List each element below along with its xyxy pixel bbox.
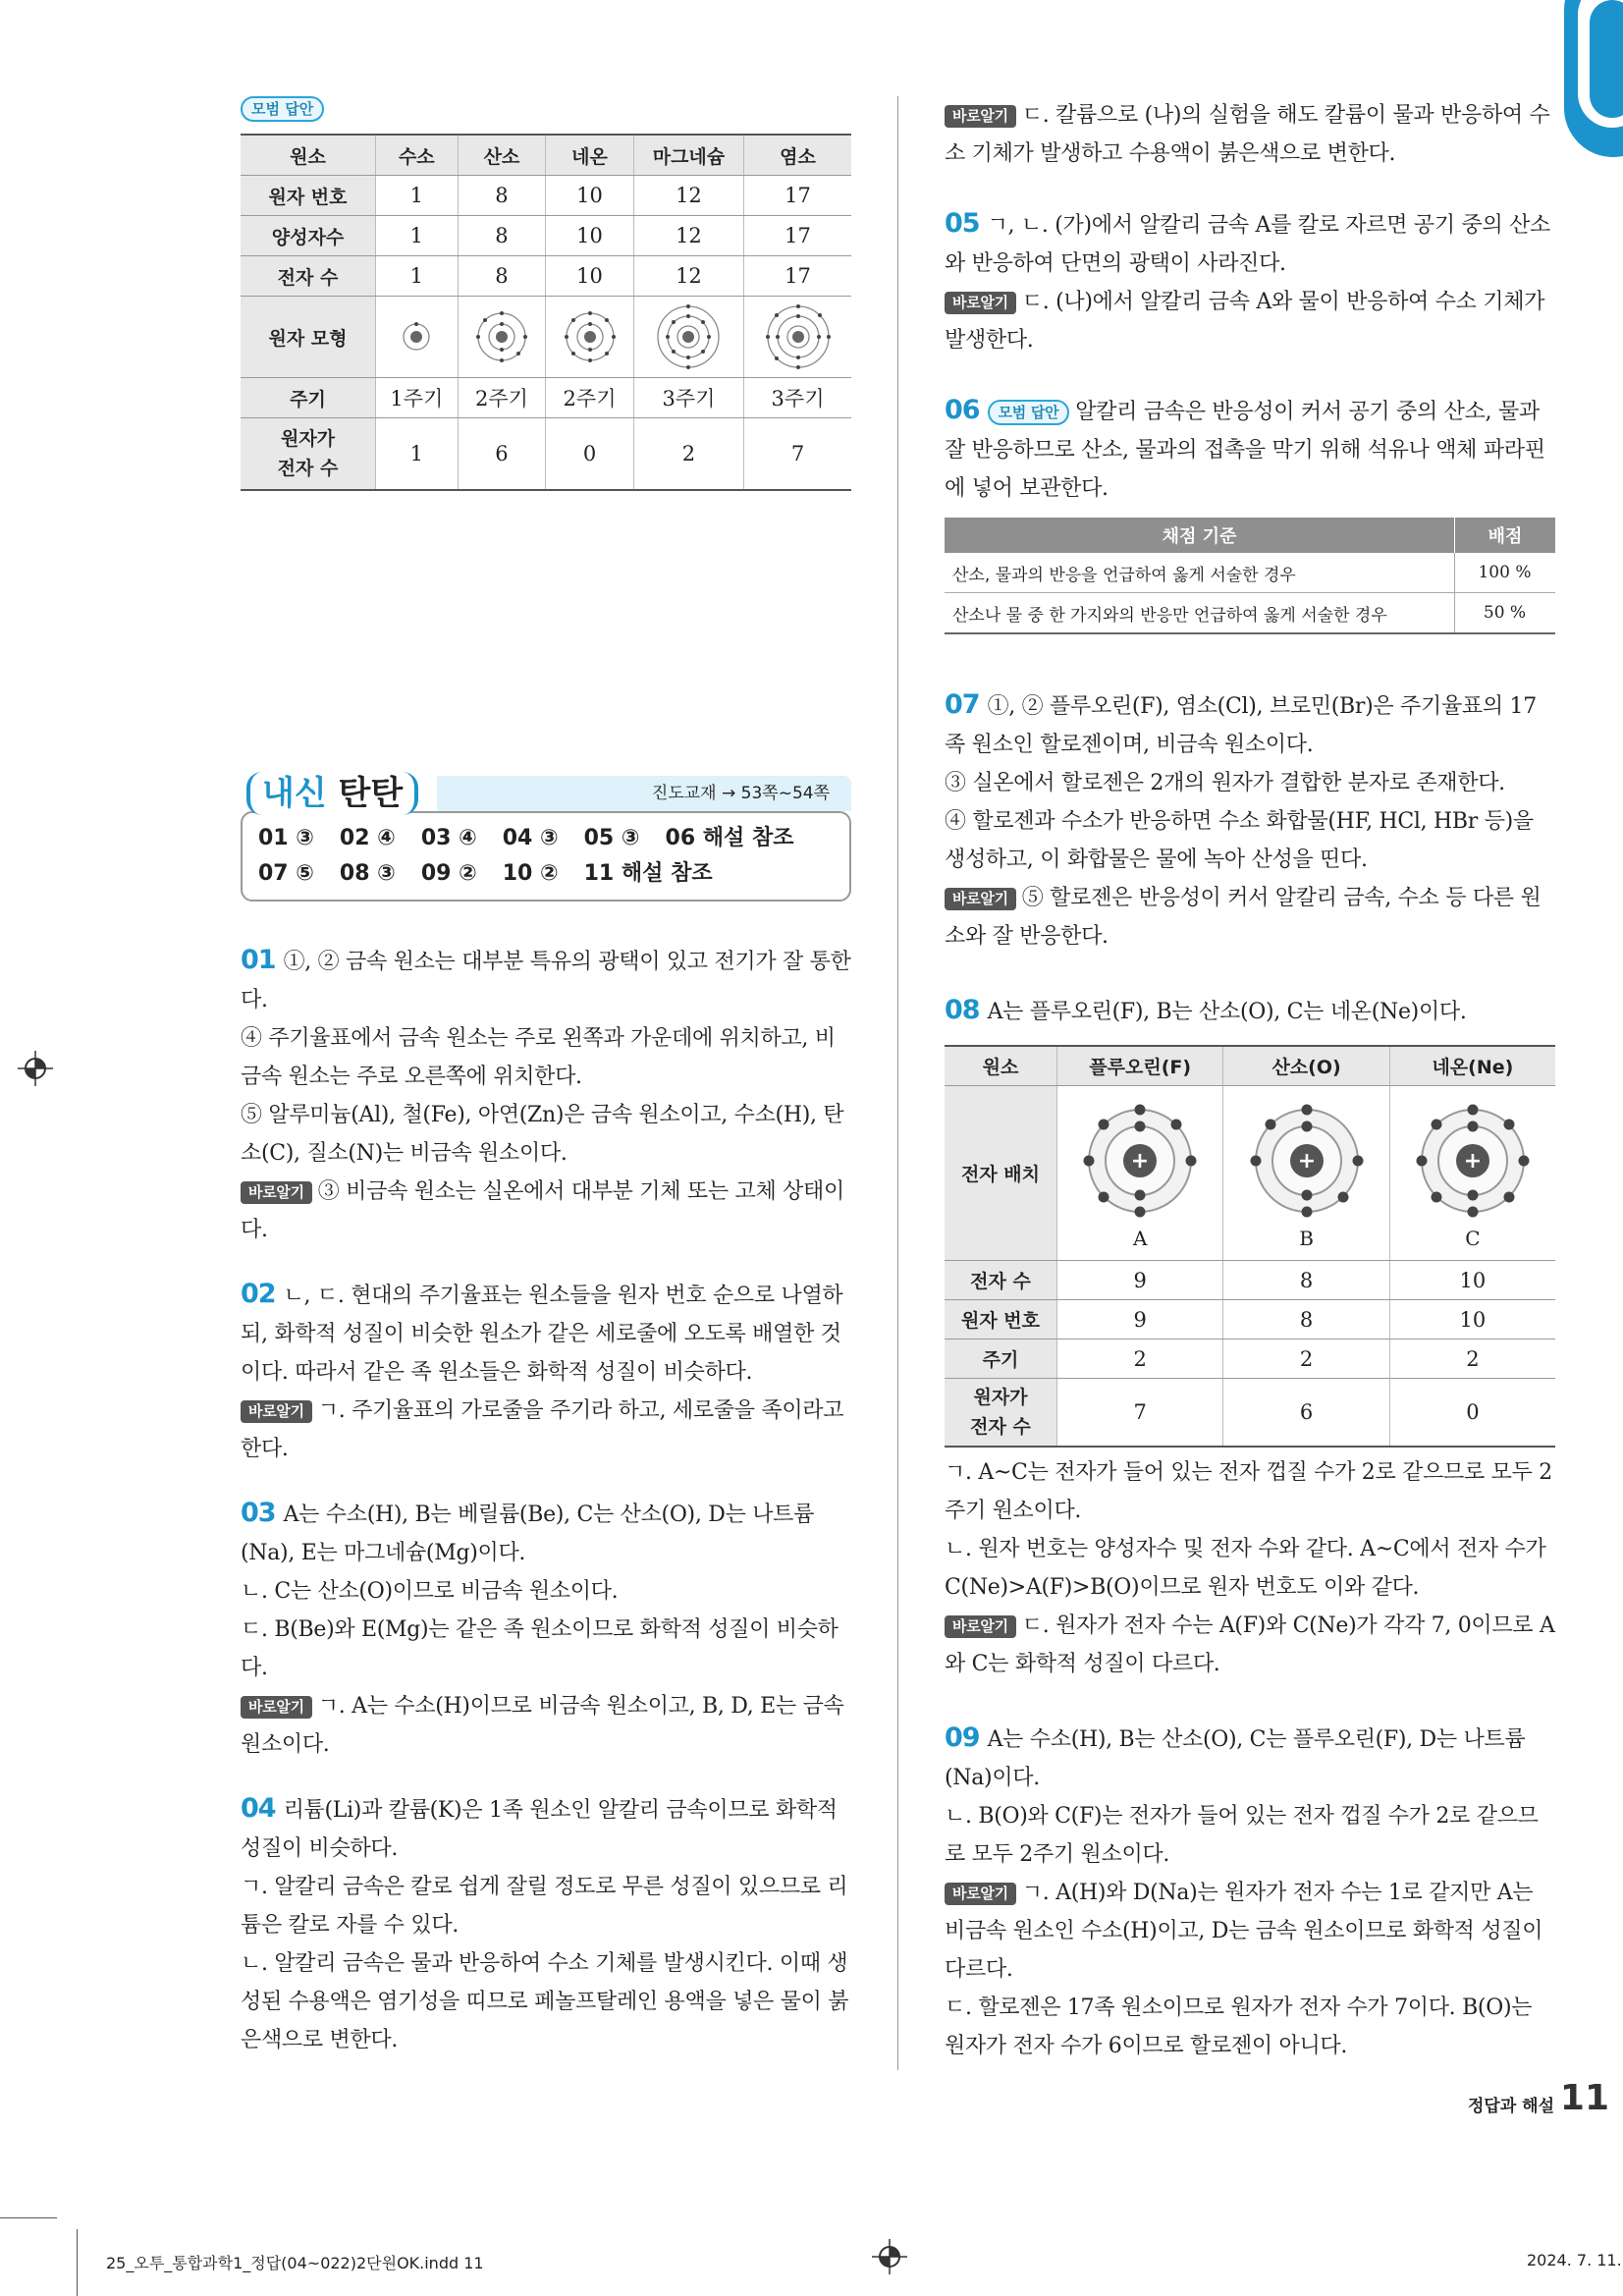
table-cell: 9	[1057, 1300, 1223, 1339]
scoring-criterion: 산소, 물과의 반응을 언급하여 옳게 서술한 경우	[945, 553, 1455, 593]
table-row	[241, 176, 851, 216]
table-cell: 12	[633, 256, 743, 297]
row-label-line: 전자 수	[970, 1416, 1031, 1438]
table-cell: 2	[1223, 1339, 1389, 1379]
table-cell: 8	[458, 176, 546, 216]
table-cell: 1	[376, 176, 459, 216]
table-cell: 2	[633, 418, 743, 491]
table-cell: 12	[633, 176, 743, 216]
correction-line	[945, 283, 1555, 359]
explanation-line: ③ 실온에서 할로젠은 2개의 원자가 결합한 분자로 존재한다.	[945, 771, 1505, 795]
table-cell: 1	[376, 216, 459, 256]
question-07	[945, 685, 1555, 956]
answer-item: 02 ④	[339, 826, 396, 850]
model-answer-tag: 모범 답안	[988, 400, 1070, 425]
atom-diagram-c	[1409, 1097, 1537, 1225]
answer-item: 05 ③	[583, 826, 640, 850]
column-divider	[897, 96, 898, 2070]
explanation-text: ㄱ, ㄴ. (가)에서 알칼리 금속 A를 칼로 자르면 공기 중의 산소와 반응하여 단면의 광택이 사라진다.	[945, 213, 1550, 276]
model-answer-tag: 모범 답안	[241, 96, 324, 122]
table-cell: 9	[1057, 1261, 1223, 1300]
table-cell: 1주기	[376, 378, 459, 418]
atom-model-cell	[546, 297, 634, 378]
registration-mark-bottom	[872, 2239, 907, 2274]
correction-tag: 바로알기	[945, 292, 1016, 314]
atom-letter: B	[1299, 1227, 1314, 1250]
atom-model-icon	[763, 301, 834, 372]
question-number: 06	[945, 395, 980, 425]
explanation-text: 알칼리 금속은 반응성이 커서 공기 중의 산소, 물과 잘 반응하므로 산소, 물과의 접촉을 막기 위해 석유나 액체 파라핀에 넣어 보관한다.	[945, 400, 1545, 501]
row-label-line: 원자가	[973, 1387, 1028, 1408]
atom-diagram-a	[1076, 1097, 1204, 1225]
nucleus-sign: +	[1130, 1149, 1150, 1174]
table-header-cell: 마그네슘	[633, 135, 743, 176]
table-header-row	[945, 1046, 1555, 1086]
table-row	[241, 216, 851, 256]
question-02	[241, 1275, 851, 1468]
question-04	[241, 1789, 851, 2059]
table-row	[241, 418, 851, 491]
table-cell: 10	[546, 256, 634, 297]
explanation-line	[945, 1719, 1555, 1797]
row-label: 전자 배치	[945, 1086, 1057, 1261]
explanation-line: ⑤ 알루미늄(Al), 철(Fe), 아연(Zn)은 금속 원소이고, 수소(H), 탄소(C), 질소(N)는 비금속 원소이다.	[241, 1103, 844, 1166]
table-cell: 12	[633, 216, 743, 256]
table-cell: 8	[458, 256, 546, 297]
correction-tag: 바로알기	[945, 105, 1016, 128]
table-row	[241, 378, 851, 418]
explanation-text: ㄴ, ㄷ. 현대의 주기율표는 원소들을 원자 번호 순으로 나열하되, 화학적 성질이 비슷한 원소가 같은 세로줄에 오도록 배열한 것이다. 따라서 같은 족 원소들은 화학적 성질이 비슷하다.	[241, 1284, 843, 1385]
correction-tag: 바로알기	[241, 1400, 312, 1423]
section-title	[246, 772, 418, 815]
explanation-line	[241, 1275, 851, 1392]
registration-mark-left	[18, 1051, 53, 1086]
row-label: 원자 모형	[241, 297, 376, 378]
atom-diagram-cell	[1223, 1086, 1389, 1261]
explanation-line: ㄱ. A~C는 전자가 들어 있는 전자 껍질 수가 2로 같으므로 모두 2주기 원소이다.	[945, 1460, 1552, 1523]
table-cell: 10	[546, 176, 634, 216]
atom-model-cell	[458, 297, 546, 378]
electron-config-table	[945, 1045, 1555, 1448]
row-label	[945, 1379, 1057, 1448]
scoring-value: 50 %	[1455, 593, 1556, 634]
explanation-line: ④ 할로젠과 수소가 반응하면 수소 화합물(HF, HCl, HBr 등)을 생성하고, 이 화합물은 물에 녹아 산성을 띤다.	[945, 809, 1534, 872]
table-row-electron-config	[945, 1086, 1555, 1261]
atom-letter: C	[1465, 1227, 1481, 1250]
section-title-blue: 내신	[262, 774, 327, 813]
table-row	[945, 593, 1555, 634]
explanation-text: A는 수소(H), B는 베릴륨(Be), C는 산소(O), D는 나트륨(Na), E는 마그네슘(Mg)이다.	[241, 1503, 815, 1565]
correction-line	[945, 96, 1555, 173]
atom-model-cell	[376, 297, 459, 378]
table-header-cell: 플루오린(F)	[1057, 1046, 1223, 1086]
table-header-cell: 산소	[458, 135, 546, 176]
answer-row	[258, 821, 834, 856]
table-cell: 6	[458, 418, 546, 491]
explanation-line: ㄷ. B(Be)와 E(Mg)는 같은 족 원소이므로 화학적 성질이 비슷하다.	[241, 1617, 839, 1680]
explanation-line	[241, 1789, 851, 1868]
table-cell: 3주기	[744, 378, 851, 418]
answer-item: 09 ②	[420, 861, 477, 886]
table-header-cell: 네온	[546, 135, 634, 176]
explanation-line: ㄴ. 원자 번호는 양성자수 및 전자 수와 같다. A~C에서 전자 수가 C(Ne)>A(F)>B(O)이므로 원자 번호도 이와 같다.	[945, 1537, 1546, 1600]
atom-diagram-b	[1243, 1097, 1371, 1225]
row-label-line: 원자가	[280, 428, 336, 450]
correction-line	[241, 1392, 851, 1468]
nucleus-sign: +	[1297, 1149, 1316, 1174]
correction-tag: 바로알기	[241, 1181, 312, 1204]
answer-item: 07 ⑤	[258, 861, 314, 886]
table-cell: 1	[376, 418, 459, 491]
table-row	[945, 553, 1555, 593]
question-number: 02	[241, 1279, 276, 1309]
atom-diagram-cell	[1057, 1086, 1223, 1261]
table-header-cell: 원소	[945, 1046, 1057, 1086]
answer-item: 11 해설 참조	[583, 861, 713, 886]
scoring-header-cell: 배점	[1455, 518, 1556, 553]
table-cell: 7	[1057, 1379, 1223, 1448]
table-cell: 2주기	[458, 378, 546, 418]
answer-key-box	[241, 811, 851, 902]
atom-model-icon	[653, 301, 724, 372]
table-cell: 17	[744, 256, 851, 297]
row-label: 주기	[945, 1339, 1057, 1379]
question-number: 04	[241, 1793, 276, 1824]
explanation-line	[241, 1494, 851, 1572]
print-date: 2024. 7. 11.	[1527, 2251, 1622, 2269]
crop-line-bottom-left	[0, 2217, 57, 2218]
table-cell: 10	[1389, 1300, 1555, 1339]
table-cell: 7	[744, 418, 851, 491]
explanation-line	[945, 204, 1555, 283]
explanation-text: ①, ② 금속 원소는 대부분 특유의 광택이 있고 전기가 잘 통한다.	[241, 950, 851, 1012]
explanation-line: ㄱ. 알칼리 금속은 칼로 쉽게 잘릴 정도로 무른 성질이 있으므로 리튬은 칼로 자를 수 있다.	[241, 1875, 848, 1938]
table-header-cell: 염소	[744, 135, 851, 176]
row-label: 원자 번호	[945, 1300, 1057, 1339]
correction-line	[945, 879, 1555, 956]
explanation-line: ㄴ. C는 산소(O)이므로 비금속 원소이다.	[241, 1579, 619, 1604]
table-cell: 8	[458, 216, 546, 256]
scoring-criterion: 산소나 물 중 한 가지와의 반응만 언급하여 옳게 서술한 경우	[945, 593, 1455, 634]
table-cell: 10	[1389, 1261, 1555, 1300]
question-06	[945, 391, 1555, 634]
explanation-text: A는 수소(H), B는 산소(O), C는 플루오린(F), D는 나트륨(Na)이다.	[945, 1727, 1526, 1790]
question-number: 03	[241, 1498, 276, 1528]
table-header-cell: 수소	[376, 135, 459, 176]
correction-text: ㄷ. (나)에서 알칼리 금속 A와 물이 반응하여 수소 기체가 발생한다.	[945, 290, 1545, 353]
table-cell: 8	[1223, 1300, 1389, 1339]
scoring-header-row	[945, 518, 1555, 553]
correction-tag: 바로알기	[945, 1883, 1016, 1905]
scoring-value: 100 %	[1455, 553, 1556, 593]
atom-letter: A	[1132, 1227, 1148, 1250]
explanation-line	[945, 991, 1555, 1031]
question-04-continued	[945, 96, 1555, 173]
table-cell: 2	[1389, 1339, 1555, 1379]
correction-text: ③ 비금속 원소는 실온에서 대부분 기체 또는 고체 상태이다.	[241, 1179, 844, 1242]
print-file-name: 25_오투_통합과학1_정답(04~022)2단원OK.indd 11	[106, 2254, 484, 2272]
table-cell: 6	[1223, 1379, 1389, 1448]
crop-line-bottom-left-v	[77, 2229, 78, 2296]
naesin-section-header	[241, 772, 851, 919]
explanation-text: ①, ② 플루오린(F), 염소(Cl), 브로민(Br)은 주기율표의 17족 원소인 할로젠이며, 비금속 원소이다.	[945, 694, 1537, 757]
question-03	[241, 1494, 851, 1764]
correction-tag: 바로알기	[945, 1615, 1016, 1638]
row-label: 원자 번호	[241, 176, 376, 216]
answer-item: 10 ②	[502, 861, 559, 886]
question-05	[945, 204, 1555, 359]
atom-model-icon	[562, 308, 619, 365]
table-row	[945, 1339, 1555, 1379]
atom-model-cell	[744, 297, 851, 378]
scoring-header-cell: 채점 기준	[945, 518, 1455, 553]
table-header-row	[241, 135, 851, 176]
question-number: 09	[945, 1722, 980, 1753]
correction-text: ㄱ. A(H)와 D(Na)는 원자가 전자 수는 1로 같지만 A는 비금속 원소인 수소(H)이고, D는 금속 원소이므로 화학적 성질이 다르다.	[945, 1881, 1543, 1982]
correction-text: ㄷ. 원자가 전자 수는 A(F)와 C(Ne)가 각각 7, 0이므로 A와 C는 화학적 성질이 다르다.	[945, 1613, 1555, 1676]
row-label-line: 전자 수	[277, 458, 339, 479]
question-number: 05	[945, 208, 980, 239]
question-09	[945, 1719, 1555, 2065]
answer-item: 01 ③	[258, 826, 314, 850]
row-label	[241, 418, 376, 491]
answer-item: 03 ④	[420, 826, 477, 850]
nucleus-sign: +	[1463, 1149, 1483, 1174]
table-row	[945, 1261, 1555, 1300]
row-label: 양성자수	[241, 216, 376, 256]
atom-model-icon	[400, 320, 433, 354]
page-number: 11	[1559, 2078, 1609, 2118]
correction-line	[241, 1173, 851, 1249]
right-column	[945, 96, 1555, 2091]
correction-tag: 바로알기	[945, 888, 1016, 910]
explanation-line	[945, 685, 1555, 764]
answer-item: 04 ③	[502, 826, 559, 850]
table-header-cell: 산소(O)	[1223, 1046, 1389, 1086]
footer-label: 정답과 해설	[1467, 2097, 1554, 2116]
atom-model-icon	[473, 308, 530, 365]
explanation-text: 리튬(Li)과 칼륨(K)은 1족 원소인 알칼리 금속이므로 화학적 성질이 비슷하다.	[241, 1798, 838, 1861]
explanation-line: ㄴ. 알칼리 금속은 물과 반응하여 수소 기체를 발생시킨다. 이때 생성된 수용액은 염기성을 띠므로 페놀프탈레인 용액을 넣은 물이 붉은색으로 변한다.	[241, 1951, 849, 2052]
question-number: 07	[945, 689, 980, 720]
explanation-line	[241, 941, 851, 1019]
table-header-cell: 원소	[241, 135, 376, 176]
correction-text: ⑤ 할로젠은 반응성이 커서 알칼리 금속, 수소 등 다른 원소와 잘 반응한다.	[945, 886, 1542, 949]
corner-tab-core	[1590, 0, 1623, 118]
explanation-line	[945, 391, 1555, 508]
element-table	[241, 134, 851, 491]
textbook-reference: 진도교재 → 53쪽~54쪽	[437, 776, 851, 811]
table-row	[241, 256, 851, 297]
table-cell: 2주기	[546, 378, 634, 418]
explanation-line: ㄴ. B(O)와 C(F)는 전자가 들어 있는 전자 껍질 수가 2로 같으므로 모두 2주기 원소이다.	[945, 1804, 1539, 1867]
correction-line	[241, 1687, 851, 1764]
explanation-line: ④ 주기율표에서 금속 원소는 주로 왼쪽과 가운데에 위치하고, 비금속 원소는 주로 오른쪽에 위치한다.	[241, 1026, 836, 1089]
table-cell: 3주기	[633, 378, 743, 418]
left-column	[241, 96, 851, 2085]
correction-text: ㄷ. 칼륨으로 (나)의 실험을 해도 칼륨이 물과 반응하여 수소 기체가 발생하고 수용액이 붉은색으로 변한다.	[945, 103, 1550, 166]
row-label: 주기	[241, 378, 376, 418]
question-number: 01	[241, 945, 276, 975]
table-cell: 2	[1057, 1339, 1223, 1379]
correction-text: ㄱ. 주기율표의 가로줄을 주기라 하고, 세로줄을 족이라고 한다.	[241, 1398, 844, 1461]
atom-model-cell	[633, 297, 743, 378]
correction-line	[945, 1607, 1555, 1683]
table-cell: 0	[1389, 1379, 1555, 1448]
table-row	[945, 1379, 1555, 1448]
table-header-cell: 네온(Ne)	[1389, 1046, 1555, 1086]
row-label: 전자 수	[241, 256, 376, 297]
table-row-atom-model	[241, 297, 851, 378]
correction-tag: 바로알기	[241, 1696, 312, 1719]
atom-diagram-cell	[1389, 1086, 1555, 1261]
answer-item: 08 ③	[339, 861, 396, 886]
explanation-line: ㄷ. 할로젠은 17족 원소이므로 원자가 전자 수가 7이다. B(O)는 원자가 전자 수가 6이므로 할로젠이 아니다.	[945, 1995, 1533, 2058]
table-cell: 8	[1223, 1261, 1389, 1300]
explanation-text: A는 플루오린(F), B는 산소(O), C는 네온(Ne)이다.	[987, 1000, 1467, 1024]
table-cell: 17	[744, 216, 851, 256]
table-cell: 0	[546, 418, 634, 491]
correction-text: ㄱ. A는 수소(H)이므로 비금속 원소이고, B, D, E는 금속 원소이다.	[241, 1694, 844, 1757]
table-cell: 17	[744, 176, 851, 216]
question-08	[945, 991, 1555, 1683]
scoring-table	[945, 518, 1555, 634]
answer-item: 06 해설 참조	[665, 826, 794, 850]
question-number: 08	[945, 995, 980, 1025]
correction-line	[945, 1874, 1555, 1989]
answer-row	[258, 856, 834, 892]
section-title-black: 탄탄	[338, 774, 404, 813]
row-label: 전자 수	[945, 1261, 1057, 1300]
table-row	[945, 1300, 1555, 1339]
table-cell: 1	[376, 256, 459, 297]
question-01	[241, 941, 851, 1249]
table-cell: 10	[546, 216, 634, 256]
